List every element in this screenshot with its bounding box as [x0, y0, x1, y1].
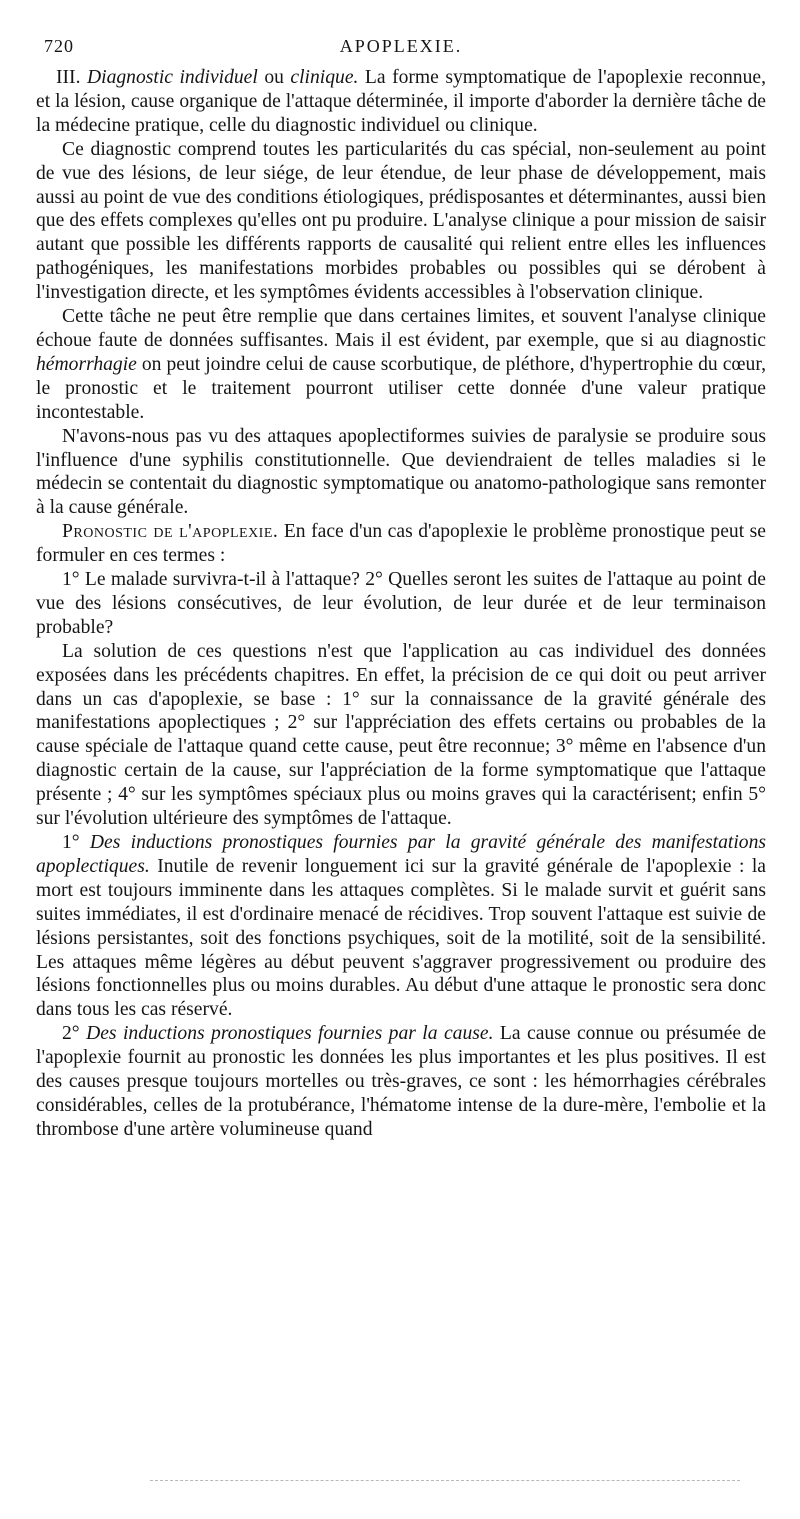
section-heading-connector: ou: [257, 67, 291, 88]
paragraph-text: on peut joindre celui de cause scorbutique, de pléthore, d'hypertrophie du cœur, le pronostic et le traitement pourront utiliser cette donnée d'une valeur pratique incontestable.: [36, 353, 766, 423]
section-heading: Diagnostic individuel: [86, 67, 258, 88]
paragraph-tache: [36, 305, 766, 425]
paragraph-text: La cause connue ou présumée de l'apoplexie fournit au pronostic les données les plus importantes et les plus positives. Il est des causes presque toujours mortelles ou très-graves, ce sont : les hémorrhagies cérébrales considérables, celles de la protubérance, l'hématome intense de la dure-mère, l'embolie et la thrombose d'une artère volumineuse quand: [36, 1023, 767, 1140]
paragraph-gravite-generale: [36, 831, 766, 1022]
paragraph-text: En face d'un cas d'apoplexie le problème pronostique peut se formuler en ces termes :: [36, 521, 766, 567]
bleed-through-rule: [150, 1480, 740, 1481]
page-number: 720: [44, 36, 74, 56]
paragraph-text: Inutile de revenir longuement ici sur la gravité générale de l'apoplexie : la mort est toujours imminente dans les attaques complètes. Si le malade survit et guérit sans suites immédiates, il est d'ordinaire menacé de récidives. Trop souvent l'attaque est suivie de lésions persistantes, soit des fonctions psychiques, soit de la motilité, soit de la sensibilité. Les attaques même légères au début peuvent s'aggraver progressivement ou produire des lésions fonctionnelles plus ou moins durables. Au début d'une attaque le pronostic sera donc dans tous les cas réservé.: [36, 855, 766, 1021]
item-number: 2°: [62, 1023, 87, 1045]
paragraph-pronostic-heading: [36, 520, 766, 568]
subsection-heading: Des inductions pronostiques fournies par la cause.: [86, 1023, 494, 1045]
paragraph-text: Ce diagnostic comprend toutes les particularités du cas spécial, non-seulement au point de vue des lésions, de leur siége, de leur étendue, de leur phase de développement, mais aussi au point de vue des conditions étiologiques, prédisposantes et déterminantes, aussi bien que des effets complexes qu'elles ont pu produire. L'analyse clinique a pour mission de saisir autant que possible les différents rapports de causalité qui relient entre elles les influences pathogéniques, les manifestations morbides probables ou possibles qui se dérobent à l'investigation directe, et les symptômes évidents accessibles à l'observation clinique.: [36, 138, 766, 304]
pronostic-heading: Pronostic de l'apoplexie.: [62, 521, 279, 543]
paragraph-solution: [36, 640, 766, 831]
page-body: [36, 66, 766, 1142]
section-number: III.: [56, 67, 81, 88]
paragraph-questions: [36, 568, 766, 640]
item-number: 1°: [62, 832, 90, 853]
paragraph-diagnostic-comprend: [36, 138, 766, 305]
document-page: [36, 30, 766, 1142]
section-heading-end: clinique.: [290, 67, 359, 88]
paragraph-text: N'avons-nous pas vu des attaques apoplectiformes suivies de paralysie se produire sous l'influence d'une syphilis constitutionnelle. Que deviendraient de telles maladies si le médecin se contentait du diagnostic symptomatique ou anatomo-pathologique sans remonter à la cause générale.: [36, 425, 766, 519]
paragraph-diagnostic-individuel: [36, 66, 766, 138]
subsection-heading: Des inductions pronostiques fournies par la gravité générale des manifestations apoplectiques.: [36, 832, 766, 877]
paragraph-text: 1° Le malade survivra-t-il à l'attaque? 2° Quelles seront les suites de l'attaque au point de vue des lésions consécutives, de leur évolution, de leur durée et de leur terminaison probable?: [36, 569, 766, 638]
paragraph-syphilis: [36, 425, 766, 521]
paragraph-cause: [36, 1022, 766, 1142]
paragraph-text: Cette tâche ne peut être remplie que dans certaines limites, et souvent l'analyse clinique échoue faute de données suffisantes. Mais il est évident, par exemple, que si au diagnostic: [36, 306, 766, 351]
page-header: [36, 30, 766, 60]
running-title: APOPLEXIE.: [339, 36, 463, 56]
paragraph-text: La solution de ces questions n'est que l'application au cas individuel des données exposées dans les précédents chapitres. En effet, la précision de ce qui doit ou peut arriver dans un cas d'apoplexie, se base : 1° sur la connaissance de la gravité générale des manifestations apoplectiques ; 2° sur l'appréciation des effets certains ou probables de la cause spéciale de l'attaque quand cette cause, peut être reconnue; 3° même en l'absence d'un diagnostic certain de la cause, sur l'appréciation de la forme symptomatique que l'attaque présente ; 4° sur les symptômes spéciaux plus ou moins graves qui la caractérisent; enfin 5° sur l'évolution ultérieure des symptômes de l'attaque.: [36, 640, 766, 830]
italic-term: hémorrhagie: [36, 353, 137, 375]
paragraph-text: La forme symptomatique de l'apoplexie reconnue, et la lésion, cause organique de l'attaque déterminée, il importe d'aborder la dernière tâche de la médecine pratique, celle du diagnostic individuel ou clinique.: [36, 67, 766, 136]
